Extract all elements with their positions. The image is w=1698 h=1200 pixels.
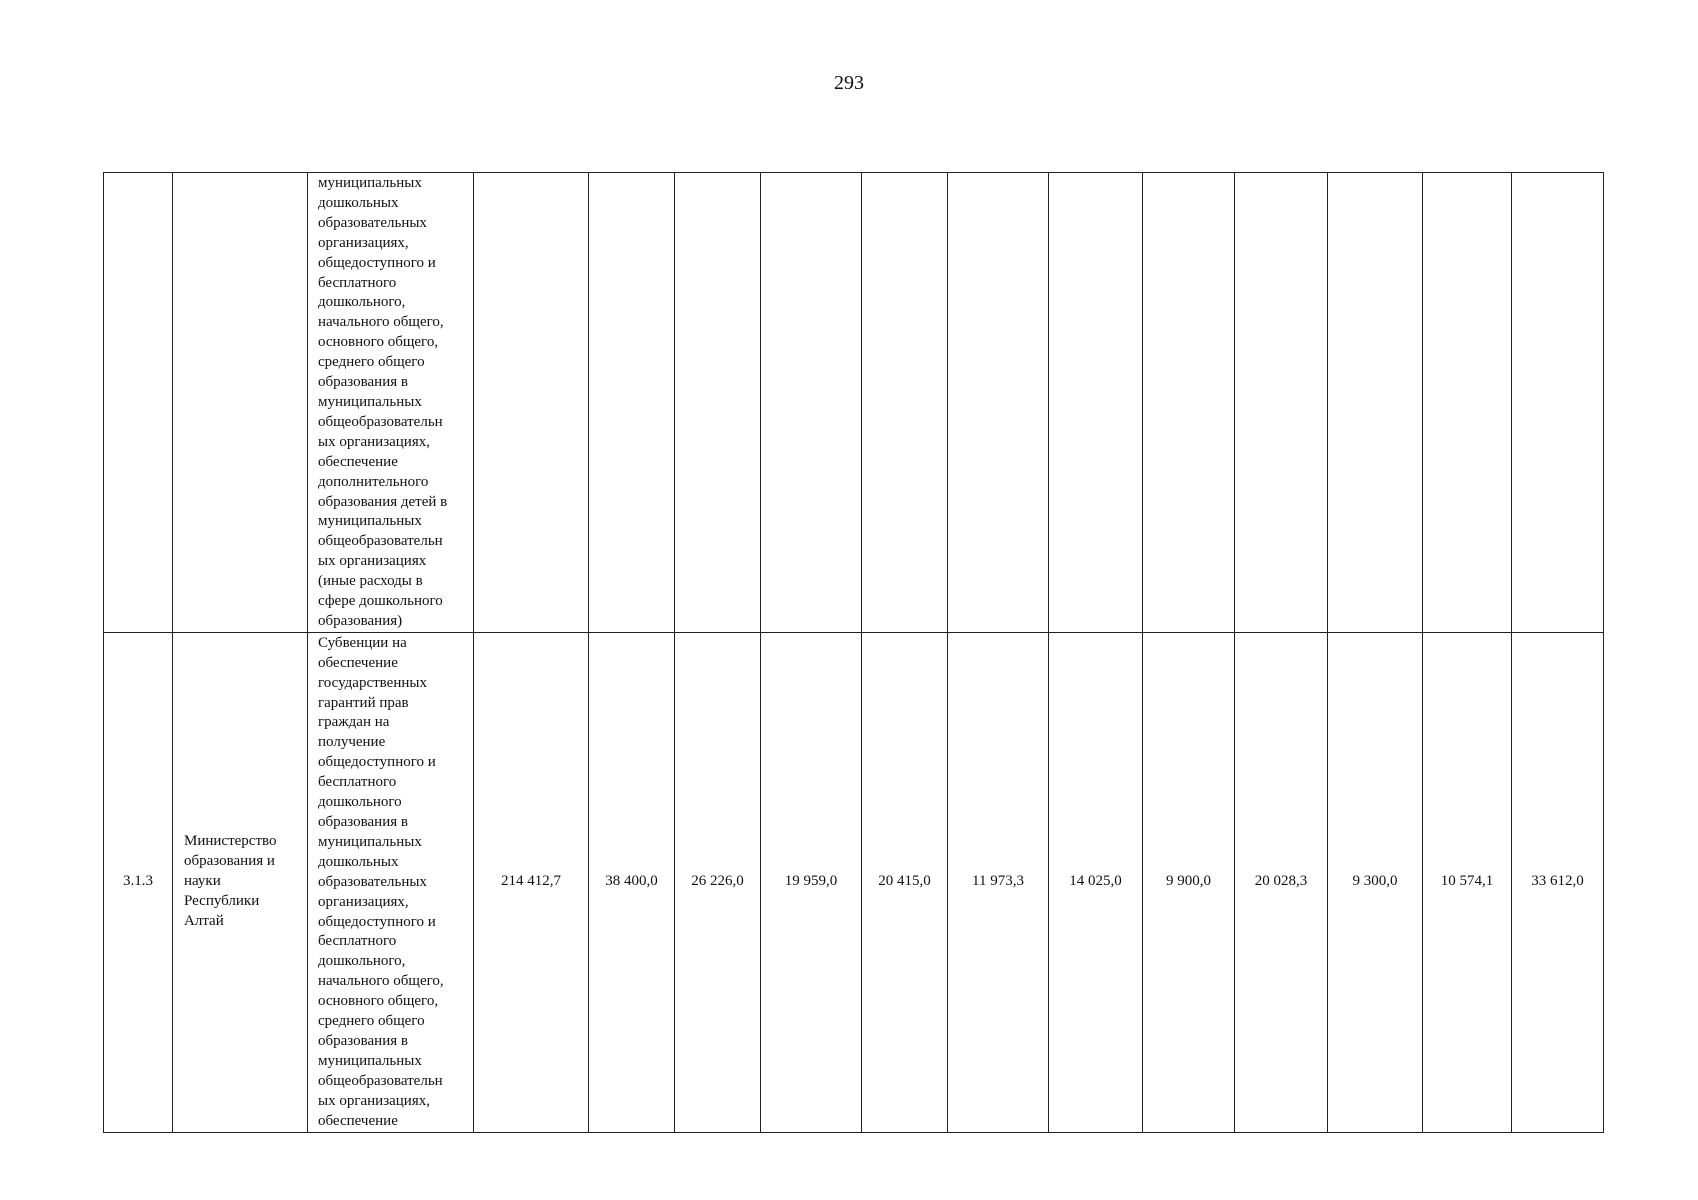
description-line: дошкольного <box>318 794 402 811</box>
value-cell: 26 226,0 <box>675 632 761 1132</box>
description-line: образования детей в <box>318 493 448 510</box>
description-line: бесплатного <box>318 774 397 791</box>
value-cell <box>1328 173 1423 633</box>
value-cell: 33 612,0 <box>1512 632 1604 1132</box>
agency-line: Республики <box>184 893 260 910</box>
description-line: образовательных <box>318 214 427 231</box>
description-line: образования) <box>318 612 403 629</box>
value-cell <box>589 173 675 633</box>
value-cell <box>675 173 761 633</box>
description-line: дополнительного <box>318 473 429 490</box>
description-line: гарантий прав <box>318 694 409 711</box>
description-line: образования в <box>318 374 408 391</box>
description-line: среднего общего <box>318 1013 425 1030</box>
description-line: начального общего, <box>318 314 444 331</box>
description-line: муниципальных <box>318 393 422 410</box>
agency-line: науки <box>184 873 221 890</box>
description-line: обеспечение <box>318 453 398 470</box>
description-line: бесплатного <box>318 274 397 291</box>
description-line: получение <box>318 734 386 751</box>
value-cell: 19 959,0 <box>761 632 862 1132</box>
row-number-cell: 3.1.3 <box>104 632 173 1132</box>
description-line: дошкольного, <box>318 294 406 311</box>
description-line: образования в <box>318 1032 408 1049</box>
description-cell <box>308 173 474 633</box>
description-line: бесплатного <box>318 933 397 950</box>
description-line: дошкольных <box>318 853 399 870</box>
description-line: образовательных <box>318 873 427 890</box>
value-cell <box>1512 173 1604 633</box>
agency-cell <box>173 173 308 633</box>
description-line: организациях, <box>318 234 409 251</box>
description-line: Субвенции на <box>318 634 407 651</box>
description-line: начального общего, <box>318 973 444 990</box>
value-cell <box>1423 173 1512 633</box>
description-line: общеобразовательн <box>318 413 443 430</box>
value-cell: 214 412,7 <box>474 632 589 1132</box>
description-line: ых организациях, <box>318 1092 430 1109</box>
description-line: государственных <box>318 674 427 691</box>
agency-line: Алтай <box>184 913 224 930</box>
value-cell: 9 900,0 <box>1143 632 1235 1132</box>
description-line: муниципальных <box>318 833 422 850</box>
agency-line: Министерство <box>184 833 277 850</box>
description-cell <box>308 632 474 1132</box>
description-line: (иные расходы в <box>318 573 423 590</box>
value-cell: 38 400,0 <box>589 632 675 1132</box>
description-line: общедоступного и <box>318 254 436 271</box>
description-line: обеспечение <box>318 654 398 671</box>
description-line: общедоступного и <box>318 754 436 771</box>
value-cell <box>1143 173 1235 633</box>
description-line: ых организациях <box>318 553 427 570</box>
value-cell <box>948 173 1049 633</box>
value-cell <box>761 173 862 633</box>
description-line: дошкольных <box>318 194 399 211</box>
agency-cell <box>173 632 308 1132</box>
description-line: образования в <box>318 814 408 830</box>
description-line: сфере дошкольного <box>318 593 443 610</box>
value-cell <box>1049 173 1143 633</box>
description-line: граждан на <box>318 714 390 731</box>
description-line: основного общего, <box>318 334 439 351</box>
description-line: муниципальных <box>318 175 422 191</box>
description-line: обеспечение <box>318 1112 398 1129</box>
value-cell: 20 028,3 <box>1235 632 1328 1132</box>
value-cell: 14 025,0 <box>1049 632 1143 1132</box>
value-cell: 9 300,0 <box>1328 632 1423 1132</box>
value-cell <box>862 173 948 633</box>
agency-line: образования и <box>184 853 275 870</box>
description-line: общеобразовательн <box>318 1072 443 1089</box>
description-line: общедоступного и <box>318 913 436 930</box>
table-row <box>104 632 1604 1132</box>
value-cell: 20 415,0 <box>862 632 948 1132</box>
value-cell <box>474 173 589 633</box>
budget-table <box>103 172 1604 1133</box>
description-line: основного общего, <box>318 993 439 1010</box>
description-line: муниципальных <box>318 1052 422 1069</box>
value-cell <box>1235 173 1328 633</box>
description-line: общеобразовательн <box>318 533 443 550</box>
description-line: дошкольного, <box>318 953 406 970</box>
description-line: организациях, <box>318 893 409 910</box>
description-line: муниципальных <box>318 513 422 530</box>
value-cell: 10 574,1 <box>1423 632 1512 1132</box>
page-number: 293 <box>834 72 864 94</box>
value-cell: 11 973,3 <box>948 632 1049 1132</box>
row-number-cell <box>104 173 173 633</box>
description-line: среднего общего <box>318 354 425 371</box>
table-row <box>104 173 1604 633</box>
description-line: ых организациях, <box>318 433 430 450</box>
